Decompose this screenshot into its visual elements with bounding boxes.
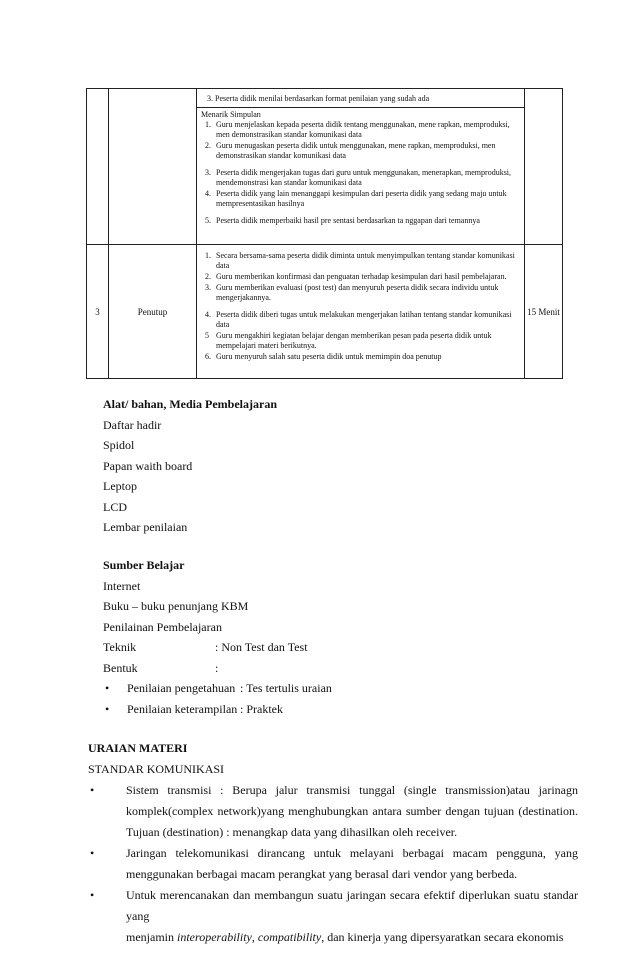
activity-cell [197, 245, 525, 379]
activity-cell [197, 89, 525, 245]
section-subheading: STANDAR KOMUNIKASI [88, 762, 225, 776]
list-item: 6. Guru menyuruh salah satu peserta didik untuk memimpin doa penutup [205, 352, 442, 361]
bullet-icon: • [105, 681, 110, 695]
material-section [88, 738, 578, 948]
step-list [201, 251, 520, 362]
section-heading: URAIAN MATERI [88, 741, 188, 755]
activity-item: 3. Peserta didik menilai berdasarkan format penilaian yang sudah ada [197, 89, 524, 108]
list-item: 2. Guru menugaskan peserta didik untuk menggunakan, mene rapkan, memproduksi, men demonstrasikan standar komunikasi data [205, 141, 496, 160]
sources-section [103, 555, 563, 719]
assessment-item: • Penilaian keterampilan : Praktek [103, 699, 563, 720]
list-item: 4. Peserta didik diberi tugas untuk melakukan mengerjakan latihan tentang standar komunikasi data [205, 310, 512, 329]
bullet-icon: • [90, 888, 95, 902]
list-item: 4. Peserta didik yang lain menanggapi kesimpulan dari peserta didik yang sedang maju untuk mempresentasikan hasilnya [205, 189, 507, 208]
list-item: Penilainan Pembelajaran [103, 619, 222, 634]
material-bullet: • Untuk merencanakan dan membangun suatu jaringan secara efektif diperlukan suatu standar yang menjamin interoperability, compatibility, dan kinerja yang dipersyaratkan secara ekonomis [88, 885, 578, 948]
list-item: 1. Guru menjelaskan kepada peserta didik tentang menggunakan, mene rapkan, memproduksi, men demonstrasikan standar komunikasi data [205, 120, 510, 139]
time-cell [525, 89, 563, 245]
material-bullet: • Jaringan telekomunikasi dirancang untuk melayani berbagai macam pengguna, yang menggunakan berbagai macam perangkat yang berasal dari vendor yang berbeda. [88, 843, 578, 885]
spacer [201, 210, 520, 215]
bullet-icon: • [90, 846, 95, 860]
table-row [87, 89, 563, 245]
list-item: Leptop [103, 479, 137, 493]
number-cell: 3 [87, 245, 109, 379]
list-item: Spidol [103, 438, 135, 452]
list-item: Internet [103, 578, 141, 593]
list-item: Papan waith board [103, 458, 193, 473]
step-list [201, 120, 520, 226]
assessment-item: • Penilaian pengetahuan : Tes tertulis uraian [103, 678, 563, 699]
section-heading: Alat/ bahan, Media Pembelajaran [103, 397, 277, 411]
activity-block [197, 108, 524, 229]
list-item: 5 Guru mengakhiri kegiatan belajar dengan memberikan pesan pada peserta didik untuk mempelajari materi berikutnya. [205, 331, 492, 350]
spacer [201, 162, 520, 167]
list-item: 3. Guru memberikan evaluasi (post test) dan menyuruh peserta didik secara individu untuk mengerjakannya. [205, 283, 499, 302]
material-bullet: • Sistem transmisi : Berupa jalur transmisi tunggal (single transmission)atau jarinagn komplek(complex network)yang menghubungkan antara sumber dengan tujuan (destination. Tujuan (destination) : menangkap data yang dihasilkan oleh receiver. [88, 780, 578, 843]
section-heading: Sumber Belajar [103, 558, 185, 572]
list-item: 3. Peserta didik mengerjakan tugas dari guru untuk menggunakan, menerapkan, memproduksi, mendemonstrasi kan standar komunikasi data [205, 168, 512, 187]
list-item: Buku – buku penunjang KBM [103, 599, 249, 613]
list-item: 2. Guru memberikan konfirmasi dan penguatan terhadap kesimpulan dari hasil pembelajaran. [205, 272, 507, 281]
list-item: Lembar penilaian [103, 520, 188, 534]
list-item: 5. Peserta didik memperbaiki hasil pre sentasi berdasarkan ta nggapan dari temannya [205, 216, 480, 225]
technique-row [103, 637, 563, 658]
number-cell [87, 89, 109, 245]
spacer [201, 304, 520, 309]
form-label: Bentuk [103, 660, 138, 675]
activity-block [197, 245, 524, 364]
form-value: : [215, 660, 219, 675]
media-section [103, 394, 563, 538]
stage-cell [109, 89, 197, 245]
activity-heading: Menarik Simpulan [201, 110, 261, 119]
lesson-steps-table [86, 88, 563, 379]
form-row [103, 658, 563, 679]
time-cell: 15 Menit [525, 245, 563, 379]
list-item: LCD [103, 499, 127, 514]
list-item: 1. Secara bersama-sama peserta didik diminta untuk menyimpulkan tentang standar komunikasi data [205, 251, 515, 270]
technique-value: : Non Test dan Test [215, 640, 308, 654]
table-row [87, 245, 563, 379]
technique-label: Teknik [103, 640, 137, 654]
bullet-icon: • [90, 783, 95, 797]
list-item: Daftar hadir [103, 417, 162, 432]
stage-cell: Penutup [109, 245, 197, 379]
bullet-icon: • [105, 701, 110, 716]
